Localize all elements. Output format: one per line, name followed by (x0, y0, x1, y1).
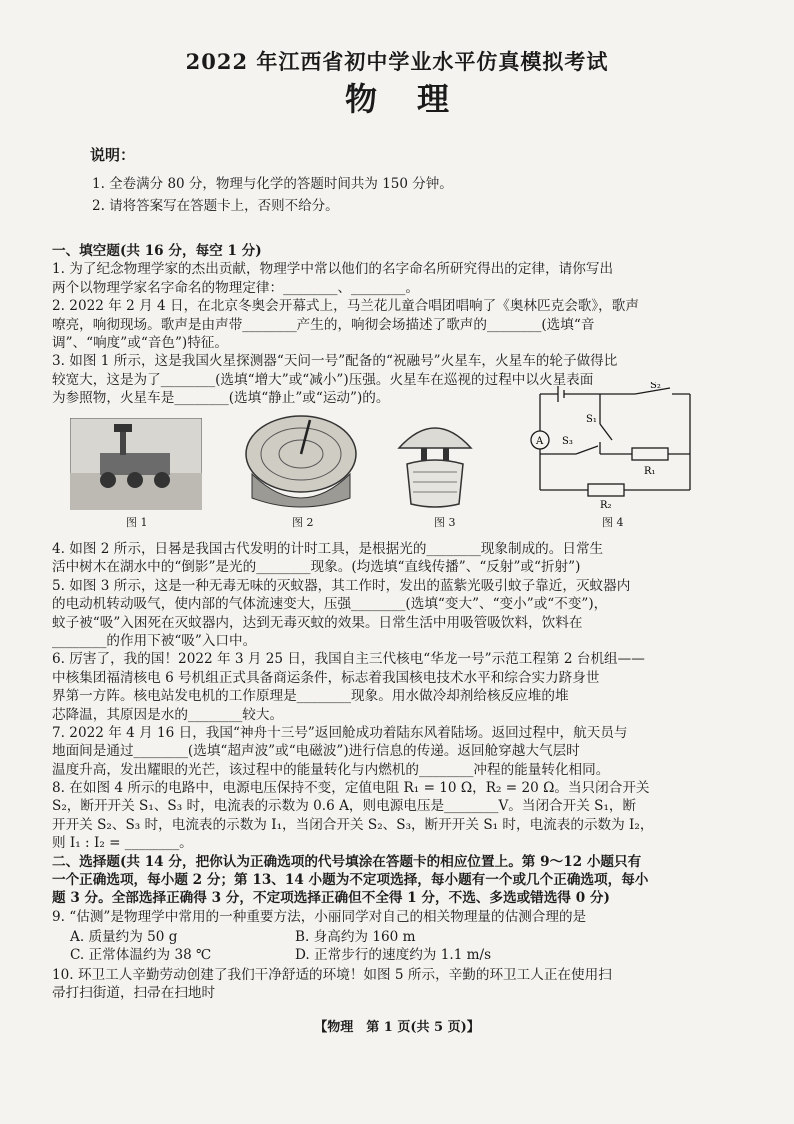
question-line: 中核集团福清核电 6 号机组正式具备商运条件，标志着我国核电技术水平和综合实力跻身世 (52, 669, 600, 686)
question-line: 蚊子被“吸”入困死在灭蚊器内，达到无毒灭蚊的效果。日常生活中用吸管吸饮料，饮料在 (52, 614, 583, 631)
question-line: 6. 厉害了，我的国！2022 年 3 月 25 日，我国自主三代核电“华龙一号”示范工程第 2 台机组—— (52, 651, 645, 668)
question-line: 温度升高，发出耀眼的光芒，该过程中的能量转化与内燃机的________冲程的能量转化相同。 (52, 761, 610, 778)
question-line: 开开关 S₂、S₃ 时，电流表的示数为 I₁，当闭合开关 S₂、S₃，断开开关 S₁ 时，电流表的示数为 I₂， (52, 816, 654, 833)
question-line: 嘹亮，响彻现场。歌声是由声带________产生的，响彻会场描述了歌声的________(选填“音 (52, 316, 595, 333)
question-line: 为参照物，火星车是________(选填“静止”或“运动”)的。 (52, 390, 390, 407)
note-item: 1. 全卷满分 80 分，物理与化学的答题时间共为 150 分钟。 (92, 176, 453, 192)
question-line: 界第一方阵。核电站发电机的工作原理是________现象。用水做冷却剂给核反应堆的堆 (52, 688, 569, 705)
question-line: 调”、“响度”或“音色”)特征。 (52, 334, 228, 351)
question-line: 7. 2022 年 4 月 16 日，我国“神舟十三号”返回舱成功着陆东风着陆场。返回过程中，航天员与 (52, 724, 628, 741)
question-line: 8. 在如图 4 所示的电路中，电源电压保持不变，定值电阻 R₁ = 10 Ω，R₂ = 20 Ω。当只闭合开关 (52, 780, 650, 797)
figure-4-circuit-diagram (520, 382, 710, 512)
section-heading-cont: 题 3 分。全部选择正确得 3 分，不定项选择正确但不全得 1 分，不选、多选或错选得 0 分) (52, 890, 610, 907)
ammeter-label: A (536, 436, 544, 447)
figure-3-caption: 图 3 (434, 516, 456, 529)
figure-3-mosquito-killer-image (395, 412, 475, 512)
resistor-r1-label: R₁ (644, 466, 656, 477)
question-line: 9. “估测”是物理学中常用的一种重要方法，小丽同学对自己的相关物理量的估测合理的是 (52, 908, 587, 925)
question-line: 较宽大，这是为了________(选填“增大”或“减小”)压强。火星车在巡视的过程中以火星表面 (52, 371, 594, 388)
switch-s1-label: S₁ (586, 414, 597, 425)
option-a: A. 质量约为 50 g (70, 929, 178, 945)
question-line: 芯降温，其原因是水的________较大。 (52, 706, 284, 723)
exam-title: 2022 年江西省初中学业水平仿真模拟考试 (185, 49, 609, 74)
figure-1-caption: 图 1 (126, 516, 148, 529)
section-heading-cont: 一个正确选项，每小题 2 分；第 13、14 小题为不定项选择，每小题有一个或几个正确选项，每小 (52, 872, 649, 889)
figure-1-rover-image (70, 418, 202, 510)
figure-2-caption: 图 2 (292, 516, 314, 529)
question-line: 4. 如图 2 所示，日晷是我国古代发明的计时工具，是根据光的________现象制成的。日常生 (52, 541, 604, 557)
question-line: 活中树木在湖水中的“倒影”是光的________现象。(均选填“直线传播”、“反射”或“折射”) (52, 559, 581, 576)
switch-s3-label: S₃ (562, 436, 573, 447)
question-line: 两个以物理学家名字命名的物理定律：________、________。 (52, 279, 420, 296)
section-heading: 二、选择题(共 14 分，把你认为正确选项的代号填涂在答题卡的相应位置上。第 9～12 小题只有 (52, 853, 642, 870)
questions-block-2 (52, 540, 712, 926)
question-line: 的电动机转动吸气，使内部的气体流速变大，压强________(选填“变大”、“变小”或“不变”)， (52, 596, 608, 613)
question-line: 帚打扫街道，扫帚在扫地时 (52, 985, 216, 1002)
q9-options (70, 928, 595, 964)
question-line: 3. 如图 1 所示，这是我国火星探测器“天问一号”配备的“祝融号”火星车，火星车的轮子做得比 (52, 353, 618, 370)
notes-heading: 说明： (90, 146, 136, 164)
switch-s2-label: S₂ (650, 382, 661, 391)
question-line: 1. 为了纪念物理学家的杰出贡献，物理学中常以他们的名字命名所研究得出的定律，请你写出 (52, 261, 614, 278)
option-b: B. 身高约为 160 m (295, 929, 416, 945)
subject-title: 物理 (344, 80, 489, 118)
figure-2-sundial-image (242, 412, 360, 512)
questions-block-3 (52, 966, 712, 1003)
option-c: C. 正常体温约为 38 ℃ (70, 947, 212, 963)
question-line: 5. 如图 3 所示，这是一种无毒无味的灭蚊器，其工作时，发出的蓝紫光吸引蚊子靠近，灭蚊器内 (52, 577, 631, 594)
figure-4-caption: 图 4 (602, 516, 624, 529)
section-heading: 一、填空题(共 16 分，每空 1 分) (52, 243, 262, 259)
note-item: 2. 请将答案写在答题卡上，否则不给分。 (92, 198, 339, 214)
question-line: S₂，断开开关 S₁、S₃ 时，电流表的示数为 0.6 A，则电源电压是________V。当闭合开关 S₁，断 (52, 798, 637, 815)
question-line: 地面间是通过________(选填“超声波”或“电磁波”)进行信息的传递。返回舱穿越大气层时 (52, 743, 580, 760)
question-line: ________的作用下被“吸”入口中。 (52, 632, 257, 649)
question-line: 则 I₁ : I₂ = ________。 (52, 835, 193, 852)
option-d: D. 正常步行的速度约为 1.1 m/s (295, 947, 492, 963)
resistor-r2-label: R₂ (600, 500, 612, 511)
page-footer: 【物理 第 1 页(共 5 页)】 (314, 1020, 480, 1035)
question-line: 2. 2022 年 2 月 4 日，在北京冬奥会开幕式上，马兰花儿童合唱团唱响了《奥林匹克会歌》，歌声 (52, 298, 639, 315)
question-line: 10. 环卫工人辛勤劳动创建了我们干净舒适的环境！如图 5 所示，辛勤的环卫工人正在使用扫 (52, 967, 612, 983)
